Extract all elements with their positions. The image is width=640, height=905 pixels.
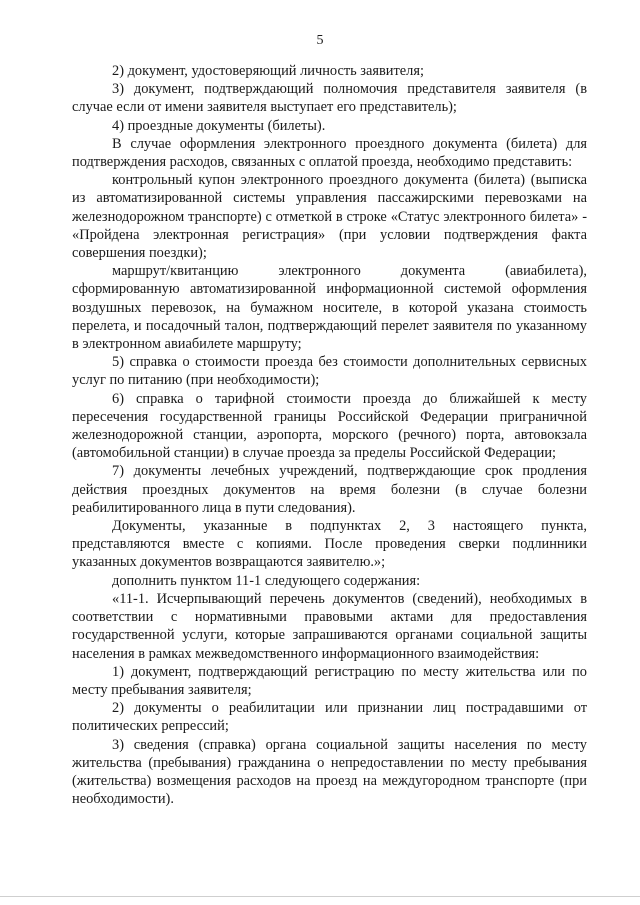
paragraph-electronic-ticket: В случае оформления электронного проездного документа (билета) для подтверждения расходов, связанных с оплатой проезда, необходимо представить:	[72, 135, 587, 171]
paragraph-11-1: «11-1. Исчерпывающий перечень документов (сведений), необходимых в соответствии с нормативными правовыми актами для предоставления государственной услуги, которые запрашиваются органами социальной защиты населения в рамках межведомственного информационного взаимодействия:	[72, 590, 587, 662]
paragraph-11-1-item-3: 3) сведения (справка) органа социальной защиты населения по месту жительства (пребывания) гражданина о непредоставлении по месту пребывания (жительства) возмещения расходов на проезд на междугородном транспорте (при необходимости).	[72, 736, 587, 808]
paragraph-rail-coupon: контрольный купон электронного проездного документа (билета) (выписка из автоматизированной системы управления пассажирскими перевозками на железнодорожном транспорте) с отметкой в строке «Статус электронного билета» - «Пройдена электронная регистрация» (при условии подтверждения факта совершения поездки);	[72, 172, 587, 262]
paragraph-add-11-1: дополнить пунктом 11-1 следующего содержания:	[112, 572, 421, 589]
paragraph-item-2: 2) документ, удостоверяющий личность заявителя;	[112, 63, 424, 79]
page-bottom-rule	[0, 896, 640, 897]
paragraph-item-5: 5) справка о стоимости проезда без стоимости дополнительных сервисных услуг по питанию (при необходимости);	[72, 354, 587, 389]
page-number: 5	[316, 33, 324, 48]
paragraph-11-1-item-1: 1) документ, подтверждающий регистрацию по месту жительства или по месту пребывания заявителя;	[72, 663, 587, 698]
paragraph-item-7: 7) документы лечебных учреждений, подтверждающие срок продления действия проездных документов на время болезни (в случае болезни реабилитированного лица в пути следования).	[72, 463, 587, 516]
paragraph-item-4: 4) проездные документы (билеты).	[112, 117, 326, 134]
paragraph-item-6: 6) справка о тарифной стоимости проезда до ближайшей к месту пересечения государственной границы Российской Федерации приграничной железнодорожной станции, аэропорта, морского (речного) порта, автовокзала (автомобильной станции) в случае проезда за пределы Российской Федерации;	[72, 390, 587, 462]
paragraph-item-3: 3) документ, подтверждающий полномочия представителя заявителя (в случае если от имени заявителя выступает его представитель);	[72, 81, 587, 116]
document-body	[72, 62, 587, 808]
paragraph-copies: Документы, указанные в подпунктах 2, 3 настоящего пункта, представляются вместе с копиями. После проведения сверки подлинники указанных документов возвращаются заявителю.»;	[72, 518, 587, 571]
paragraph-air-itinerary: маршрут/квитанцию электронного документа (авиабилета), сформированную автоматизированной информационной системой оформления воздушных перевозок, на бумажном носителе, в которой указана стоимость перелета, и посадочный талон, подтверждающий перелет заявителя по указанному в электронном авиабилете маршруту;	[72, 263, 587, 353]
paragraph-11-1-item-2: 2) документы о реабилитации или признании лиц пострадавшими от политических репрессий;	[72, 700, 587, 735]
